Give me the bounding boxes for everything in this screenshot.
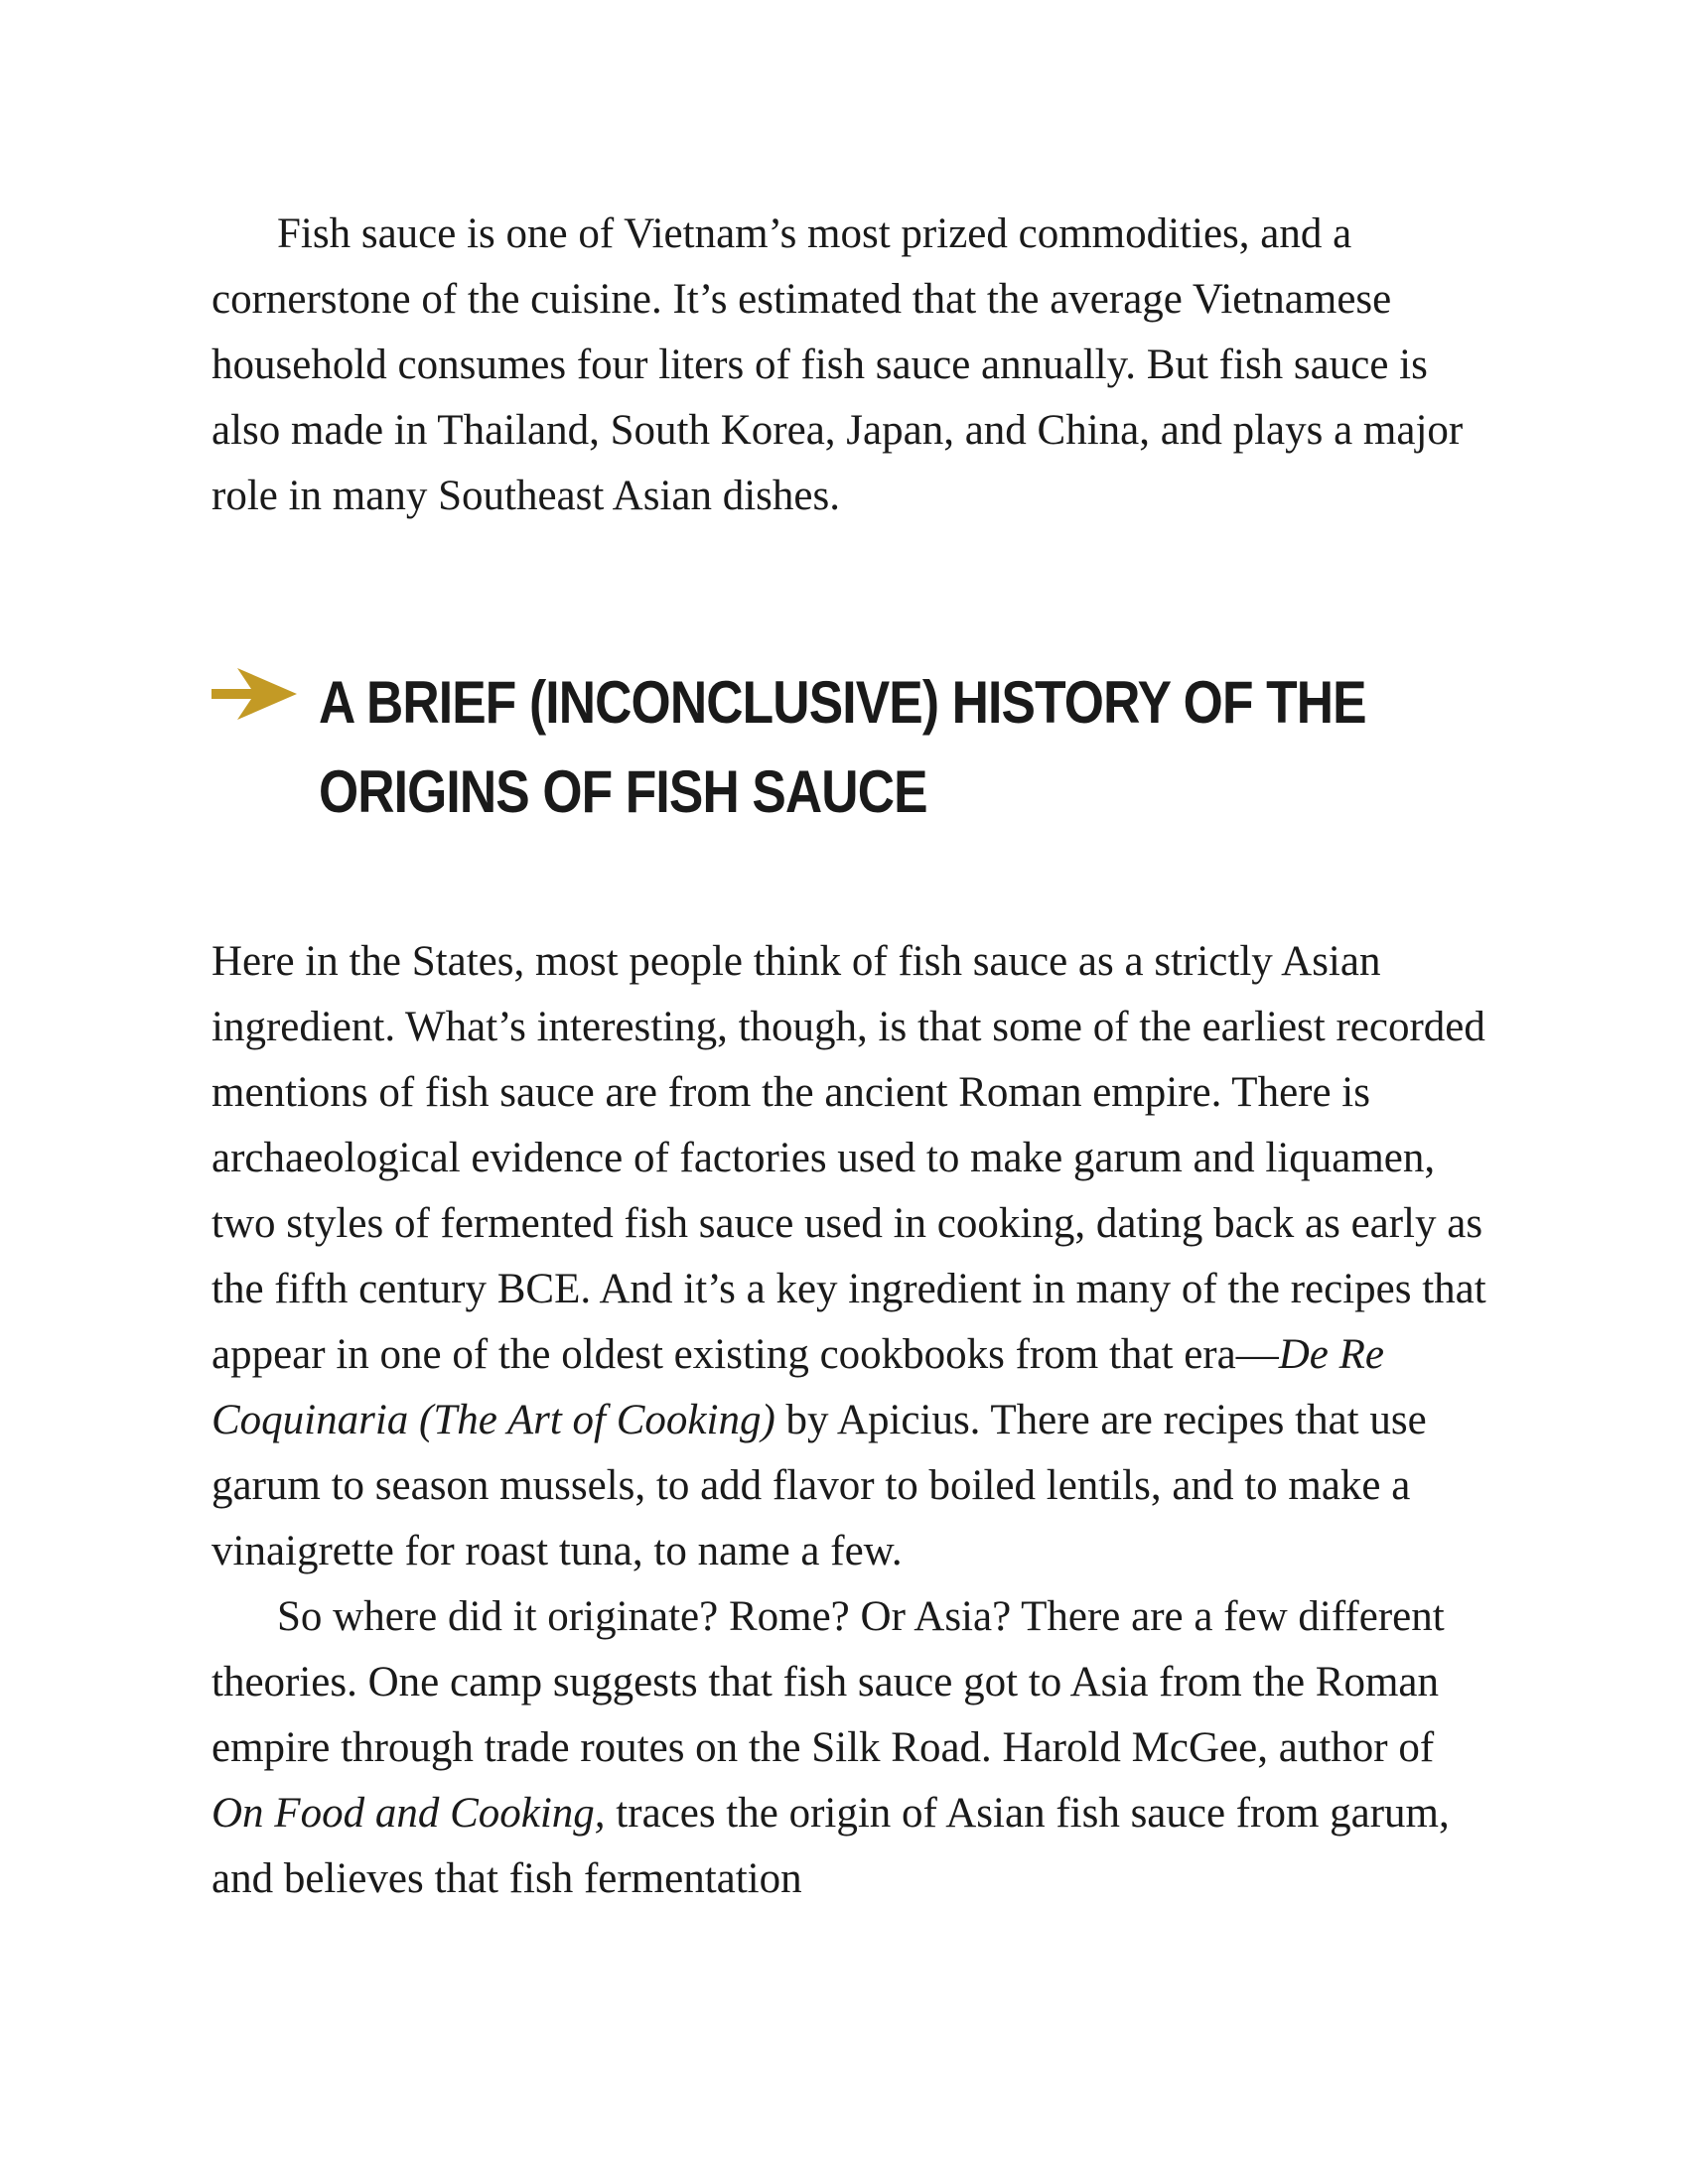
section-heading [211, 658, 1492, 837]
paragraph-text: traces the origin of Asian fish sauce from garum, and believes that fish fermentation [211, 1790, 1450, 1902]
paragraph-text: by Apicius. There are recipes that use garum to season mussels, to add flavor to boiled lentils, and to make a vinaigrette for roast tuna, to name a few. [211, 1397, 1427, 1574]
body-paragraph-2 [211, 1584, 1492, 1912]
paragraph-text: So where did it originate? Rome? Or Asia? There are a few different theories. One camp suggests that fish sauce got to Asia from the Roman empire through trade routes on the Silk Road. Harold McGee, author of [211, 1593, 1445, 1771]
arrow-right-icon [211, 664, 297, 724]
paragraph-text: Here in the States, most people think of fish sauce as a strictly Asian ingredient. What’s interesting, though, is that some of the earliest recorded mentions of fish sauce are from the ancient Roman empire. There is archaeological evidence of factories used to make garum and liquamen, two styles of fermented fish sauce used in cooking, dating back as early as the fifth century BCE. And it’s a key ingredient in many of the recipes that appear in one of the oldest existing cookbooks from that era— [211, 938, 1486, 1378]
intro-paragraph: Fish sauce is one of Vietnam’s most prized commodities, and a cornerstone of the cuisine. It’s estimated that the average Vietnamese household consumes four liters of fish sauce annually. But fish sauce is also made in Thailand, South Korea, Japan, and China, and plays a major role in many Southeast Asian dishes. [211, 210, 1464, 519]
body-paragraph-1 [211, 929, 1492, 1584]
page-content [211, 202, 1492, 1912]
book-title: On Food and Cooking, [211, 1790, 606, 1837]
section-title: A BRIEF (INCONCLUSIVE) HISTORY OF THE ORIGINS OF FISH SAUCE [319, 669, 1366, 825]
book-title: De Re Coquinaria (The Art of Cooking) [211, 1331, 1384, 1443]
